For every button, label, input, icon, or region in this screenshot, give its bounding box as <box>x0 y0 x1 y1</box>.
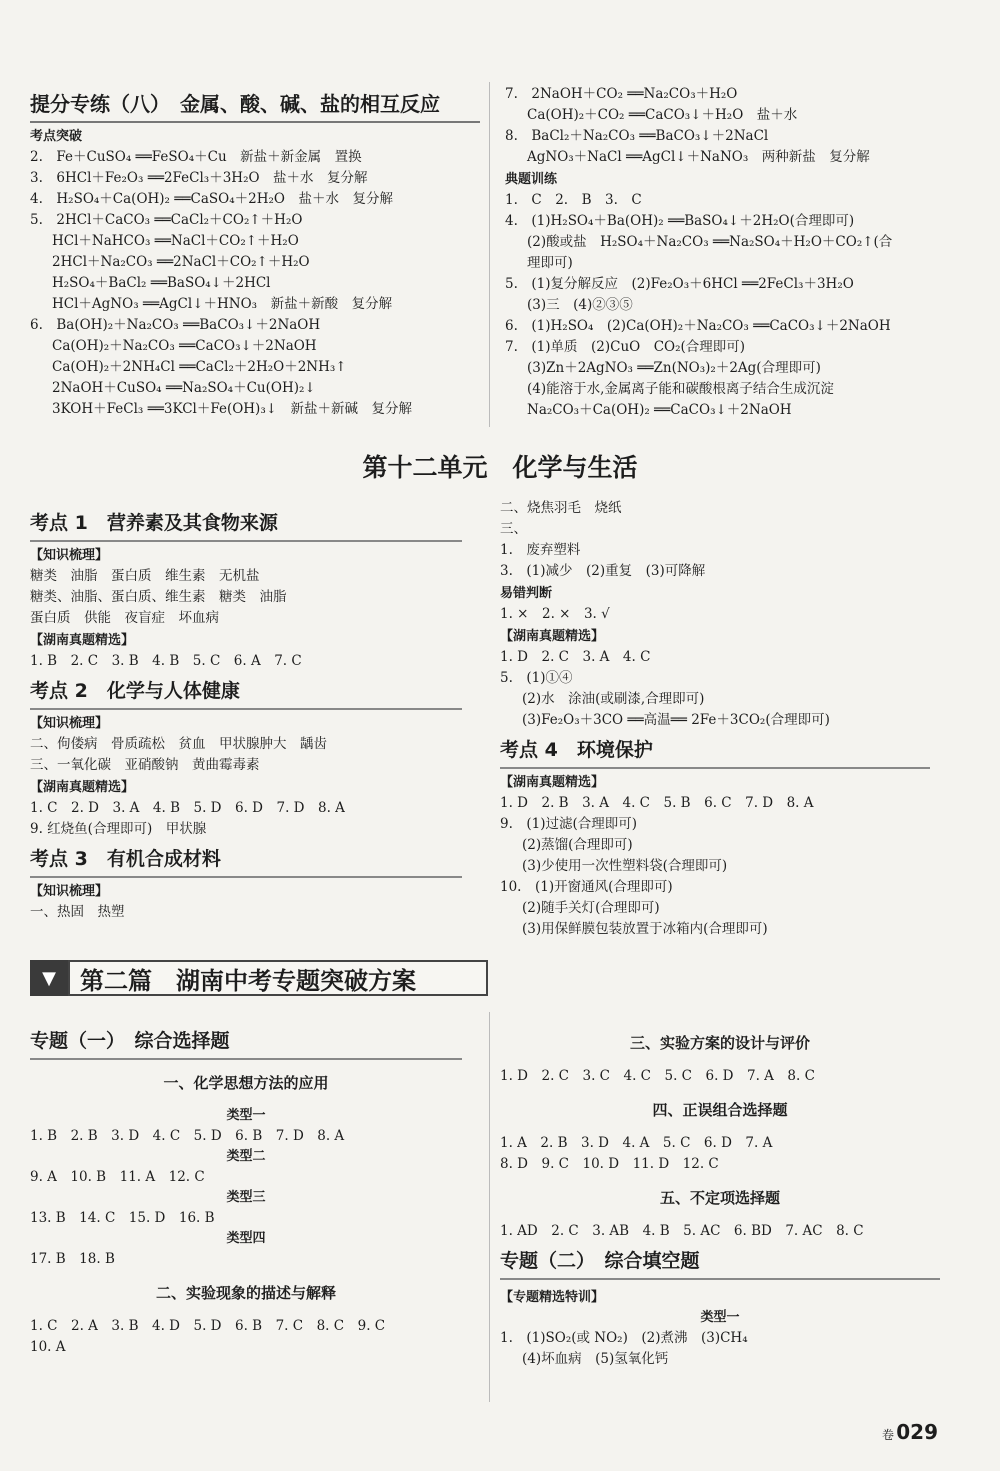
answer-line: 1. AD 2. C 3. AB 4. B 5. AC 6. BD 7. AC 8. C <box>500 1223 864 1239</box>
answer-line: 理即可) <box>527 255 573 271</box>
answer-line: 一、热固 热塑 <box>30 904 125 920</box>
sub-heading: 典题训练 <box>505 172 558 187</box>
answer-line: 3KOH＋FeCl₃ ══3KCl＋Fe(OH)₃↓ 新盐＋新碱 复分解 <box>52 401 413 417</box>
answer-line: Ca(OH)₂＋2NH₄Cl ══CaCl₂＋2H₂O＋2NH₃↑ <box>52 359 347 375</box>
answer-line: (3)用保鲜膜包装放置于冰箱内(合理即可) <box>522 921 768 937</box>
section-title: 提分专练（八） 金属、酸、碱、盐的相互反应 <box>30 88 480 123</box>
sub-heading: 【知识梳理】 <box>30 716 109 731</box>
sub-heading: 【湖南真题精选】 <box>30 780 135 795</box>
sub-heading: 【湖南真题精选】 <box>500 629 605 644</box>
answer-line: 1. D 2. B 3. A 4. C 5. B 6. C 7. D 8. A <box>500 795 814 811</box>
answer-line: 1. A 2. B 3. D 4. A 5. C 6. D 7. A <box>500 1135 773 1151</box>
type-heading: 类型四 <box>226 1231 266 1246</box>
top-left-section <box>30 88 480 420</box>
sub-heading: 【湖南真题精选】 <box>30 633 135 648</box>
answer-line: (3)三 (4)②③⑤ <box>527 297 633 313</box>
answer-line: 1. C 2. B 3. C <box>505 192 642 208</box>
answer-line: 2. Fe＋CuSO₄ ══FeSO₄＋Cu 新盐＋新金属 置换 <box>30 149 362 165</box>
section-heading: 一、化学思想方法的应用 <box>163 1074 329 1092</box>
bottom-right-section <box>500 1032 940 1370</box>
answer-line: 13. B 14. C 15. D 16. B <box>30 1210 215 1226</box>
topic-title: 考点 2 化学与人体健康 <box>30 676 462 710</box>
middle-right-section <box>500 498 970 940</box>
answer-line: 1. C 2. D 3. A 4. B 5. D 6. D 7. D 8. A <box>30 800 345 816</box>
unit-title: 第十二单元 化学与生活 <box>362 453 638 482</box>
answer-line: (3)少使用一次性塑料袋(合理即可) <box>522 858 728 874</box>
topic-title: 考点 4 环境保护 <box>500 735 930 769</box>
answer-line: 三、 <box>500 521 527 537</box>
answer-line: (3)Fe₂O₃＋3CO ══高温══ 2Fe＋3CO₂(合理即可) <box>522 712 830 728</box>
bottom-left-section <box>30 1020 462 1358</box>
answer-line: 4. H₂SO₄＋Ca(OH)₂ ══CaSO₄＋2H₂O 盐＋水 复分解 <box>30 191 393 207</box>
answer-line: (3)Zn＋2AgNO₃ ══Zn(NO₃)₂＋2Ag(合理即可) <box>527 360 821 376</box>
answer-line: 1. B 2. C 3. B 4. B 5. C 6. A 7. C <box>30 653 302 669</box>
answer-line: Na₂CO₃＋Ca(OH)₂ ══CaCO₃↓＋2NaOH <box>527 402 792 418</box>
answer-line: 9. 红烧鱼(合理即可) 甲状腺 <box>30 821 207 837</box>
arrow-down-icon: ▼ <box>30 960 68 996</box>
answer-line: 蛋白质 供能 夜盲症 坏血病 <box>30 610 219 626</box>
answer-line: 1. × 2. × 3. √ <box>500 606 610 622</box>
answer-line: (2)酸或盐 H₂SO₄＋Na₂CO₃ ══Na₂SO₄＋H₂O＋CO₂↑(合 <box>527 234 893 250</box>
column-divider <box>489 1012 490 1402</box>
page-prefix: 卷 <box>881 1428 894 1442</box>
answer-line: AgNO₃＋NaCl ══AgCl↓＋NaNO₃ 两种新盐 复分解 <box>527 149 870 165</box>
answer-line: 2HCl＋Na₂CO₃ ══2NaCl＋CO₂↑＋H₂O <box>52 254 310 270</box>
answer-line: 7. (1)单质 (2)CuO CO₂(合理即可) <box>505 339 746 355</box>
answer-line: 10. (1)开窗通风(合理即可) <box>500 879 673 895</box>
type-heading: 类型一 <box>700 1310 740 1325</box>
answer-line: 3. 6HCl＋Fe₂O₃ ══2FeCl₃＋3H₂O 盐＋水 复分解 <box>30 170 368 186</box>
type-heading: 类型一 <box>226 1108 266 1123</box>
answer-line: 3. (1)减少 (2)重复 (3)可降解 <box>500 563 706 579</box>
answer-line: 6. (1)H₂SO₄ (2)Ca(OH)₂＋Na₂CO₃ ══CaCO₃↓＋2NaOH <box>505 318 891 334</box>
part-banner <box>30 960 488 996</box>
answer-line: 9. (1)过滤(合理即可) <box>500 816 638 832</box>
answer-line: 5. (1)①④ <box>500 670 573 686</box>
answer-line: 糖类 油脂 蛋白质 维生素 无机盐 <box>30 568 260 584</box>
answer-line: 17. B 18. B <box>30 1251 115 1267</box>
sub-heading: 【知识梳理】 <box>30 884 109 899</box>
answer-line: 1. D 2. C 3. A 4. C <box>500 649 651 665</box>
section-heading: 五、不定项选择题 <box>659 1189 780 1207</box>
type-heading: 类型三 <box>226 1190 266 1205</box>
topic-title: 专题（二） 综合填空题 <box>500 1246 940 1280</box>
type-heading: 类型二 <box>226 1149 266 1164</box>
column-divider <box>489 82 490 427</box>
answer-line: H₂SO₄＋BaCl₂ ══BaSO₄↓＋2HCl <box>52 275 271 291</box>
answer-line: 8. BaCl₂＋Na₂CO₃ ══BaCO₃↓＋2NaCl <box>505 128 769 144</box>
topic-title: 专题（一） 综合选择题 <box>30 1026 462 1060</box>
answer-line: 二、烧焦羽毛 烧纸 <box>500 500 622 516</box>
answer-line: 5. 2HCl＋CaCO₃ ══CaCl₂＋CO₂↑＋H₂O <box>30 212 303 228</box>
answer-line: 4. (1)H₂SO₄＋Ba(OH)₂ ══BaSO₄↓＋2H₂O(合理即可) <box>505 213 855 229</box>
answer-line: Ca(OH)₂＋CO₂ ══CaCO₃↓＋H₂O 盐＋水 <box>527 107 798 123</box>
sub-heading: 易错判断 <box>500 586 553 601</box>
sub-heading: 【湖南真题精选】 <box>500 775 605 790</box>
answer-line: HCl＋AgNO₃ ══AgCl↓＋HNO₃ 新盐＋新酸 复分解 <box>52 296 393 312</box>
top-right-section <box>505 84 975 421</box>
answer-line: 9. A 10. B 11. A 12. C <box>30 1169 205 1185</box>
answer-line: 二、佝偻病 骨质疏松 贫血 甲状腺肿大 龋齿 <box>30 736 327 752</box>
answer-line: 1. D 2. C 3. C 4. C 5. C 6. D 7. A 8. C <box>500 1068 815 1084</box>
answer-line: Ca(OH)₂＋Na₂CO₃ ══CaCO₃↓＋2NaOH <box>52 338 317 354</box>
answer-line: 1. (1)SO₂(或 NO₂) (2)煮沸 (3)CH₄ <box>500 1330 748 1346</box>
answer-line: (2)随手关灯(合理即可) <box>522 900 660 916</box>
answer-line: 7. 2NaOH＋CO₂ ══Na₂CO₃＋H₂O <box>505 86 738 102</box>
answer-line: (2)水 涂油(或刷漆,合理即可) <box>522 691 705 707</box>
answer-line: 5. (1)复分解反应 (2)Fe₂O₃＋6HCl ══2FeCl₃＋3H₂O <box>505 276 854 292</box>
answer-line: 1. C 2. A 3. B 4. D 5. D 6. B 7. C 8. C 9. C <box>30 1318 386 1334</box>
answer-line: 8. D 9. C 10. D 11. D 12. C <box>500 1156 719 1172</box>
sub-heading: 【知识梳理】 <box>30 548 109 563</box>
topic-title: 考点 1 营养素及其食物来源 <box>30 508 462 542</box>
page-number: 029 <box>896 1420 938 1444</box>
answer-line: 1. B 2. B 3. D 4. C 5. D 6. B 7. D 8. A <box>30 1128 345 1144</box>
answer-line: (4)能溶于水,金属离子能和碳酸根离子结合生成沉淀 <box>527 381 834 397</box>
answer-line: (2)蒸馏(合理即可) <box>522 837 633 853</box>
answer-line: (4)坏血病 (5)氢氧化钙 <box>522 1351 669 1367</box>
section-heading: 二、实验现象的描述与解释 <box>155 1284 336 1302</box>
section-heading: 三、实验方案的设计与评价 <box>629 1034 810 1052</box>
middle-left-section <box>30 502 462 923</box>
section-heading: 四、正误组合选择题 <box>652 1101 788 1119</box>
answer-line: 6. Ba(OH)₂＋Na₂CO₃ ══BaCO₃↓＋2NaOH <box>30 317 321 333</box>
answer-line: 糖类、油脂、蛋白质、维生素 糖类 油脂 <box>30 589 287 605</box>
topic-title: 考点 3 有机合成材料 <box>30 844 462 878</box>
answer-line: 10. A <box>30 1339 66 1355</box>
answer-line: 2NaOH＋CuSO₄ ══Na₂SO₄＋Cu(OH)₂↓ <box>52 380 316 396</box>
answer-line: 1. 废弃塑料 <box>500 542 581 558</box>
part-title: 第二篇 湖南中考专题突破方案 <box>68 960 488 996</box>
answer-line: HCl＋NaHCO₃ ══NaCl＋CO₂↑＋H₂O <box>52 233 299 249</box>
sub-heading: 考点突破 <box>30 129 83 144</box>
sub-heading: 【专题精选特训】 <box>500 1290 605 1305</box>
answer-line: 三、一氧化碳 亚硝酸钠 黄曲霉毒素 <box>30 757 260 773</box>
